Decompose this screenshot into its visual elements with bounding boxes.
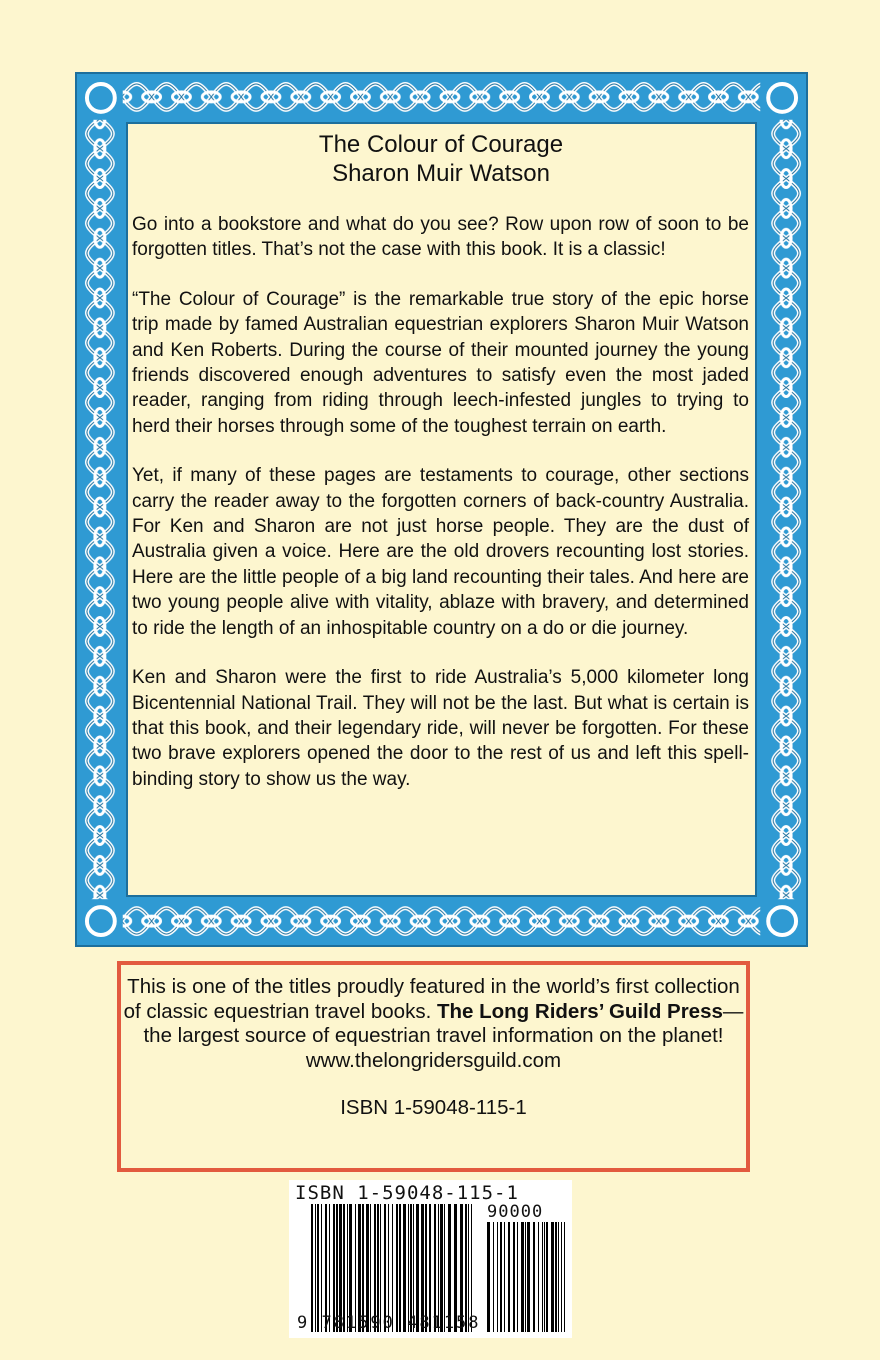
barcode-bar: [500, 1222, 502, 1332]
promo-text: [121, 975, 746, 1049]
barcode: [289, 1180, 572, 1338]
book-author: Sharon Muir Watson: [332, 160, 550, 187]
description-paragraph: “The Colour of Courage” is the remarkable true story of the epic horse trip made by famed Australian equestrian explorers Sharon Muir Watson and Ken Roberts. During the course of their mounted journey the young friends discovered enough adventures to satisfy even the most jaded reader, ranging from riding through leech-infested jungles to trying to herd their horses through some of the toughest terrain on earth.: [132, 288, 749, 437]
barcode-bar: [561, 1222, 562, 1332]
barcode-bar: [546, 1222, 548, 1332]
barcode-bar: [497, 1222, 498, 1332]
barcode-bar: [564, 1222, 565, 1332]
barcode-bar: [513, 1222, 515, 1332]
barcode-bar: [517, 1222, 518, 1332]
barcode-price-code: 90000: [487, 1202, 544, 1222]
barcode-bar: [558, 1222, 559, 1332]
barcode-ean-number: 9 781590 481158: [297, 1313, 481, 1333]
barcode-bar: [533, 1222, 535, 1332]
barcode-bar: [504, 1222, 505, 1332]
barcode-bar: [527, 1222, 530, 1332]
barcode-bar: [493, 1222, 494, 1332]
promo-line2: —the largest source of equestrian travel information on the planet!: [143, 999, 744, 1047]
barcode-bar: [487, 1222, 490, 1332]
book-title: The Colour of Courage: [318, 131, 564, 158]
description-paragraph: Go into a bookstore and what do you see? Row upon row of soon to be forgotten titles. That’s not the case with this book. It is a classic!: [132, 214, 749, 261]
publisher-promo-box: [117, 961, 750, 1172]
barcode-bar: [508, 1222, 510, 1332]
publisher-website[interactable]: www.thelongridersguild.com: [305, 1048, 562, 1072]
barcode-bar: [542, 1222, 543, 1332]
barcode-bar: [555, 1222, 557, 1332]
barcode-bar: [538, 1222, 539, 1332]
promo-line1: This is one of the titles proudly featured in the world’s first collection of classic equestrian travel books.: [123, 975, 740, 1023]
barcode-bar: [544, 1222, 545, 1332]
book-description: [132, 212, 749, 816]
barcode-bar: [551, 1222, 554, 1332]
isbn-text: ISBN 1-59048-115-1: [340, 1096, 527, 1119]
description-paragraph: Yet, if many of these pages are testaments to courage, other sections carry the reader away to the forgotten corners of back-country Australia. For Ken and Sharon are not just horse people. They are the dust of Australia given a voice. Here are the old drovers recounting lost stories. Here are the little people of a big land recounting their tales. And here are two young people alive with vitality, ablaze with bravery, and determined to ride the length of an inhospitable country on a do or die journey.: [132, 465, 749, 639]
barcode-isbn: ISBN 1-59048-115-1: [295, 1182, 519, 1204]
barcode-bar: [521, 1222, 524, 1332]
description-paragraph: Ken and Sharon were the first to ride Australia’s 5,000 kilometer long Bicentennial National Trail. They will not be the last. But what is certain is that this book, and their legendary ride, will never be forgotten. For these two brave explorers opened the door to the rest of us and left this spell-binding story to show us the way.: [132, 667, 749, 790]
barcode-bar: [525, 1222, 526, 1332]
publisher-name: The Long Riders’ Guild Press: [436, 999, 723, 1023]
book-heading: [125, 130, 757, 188]
